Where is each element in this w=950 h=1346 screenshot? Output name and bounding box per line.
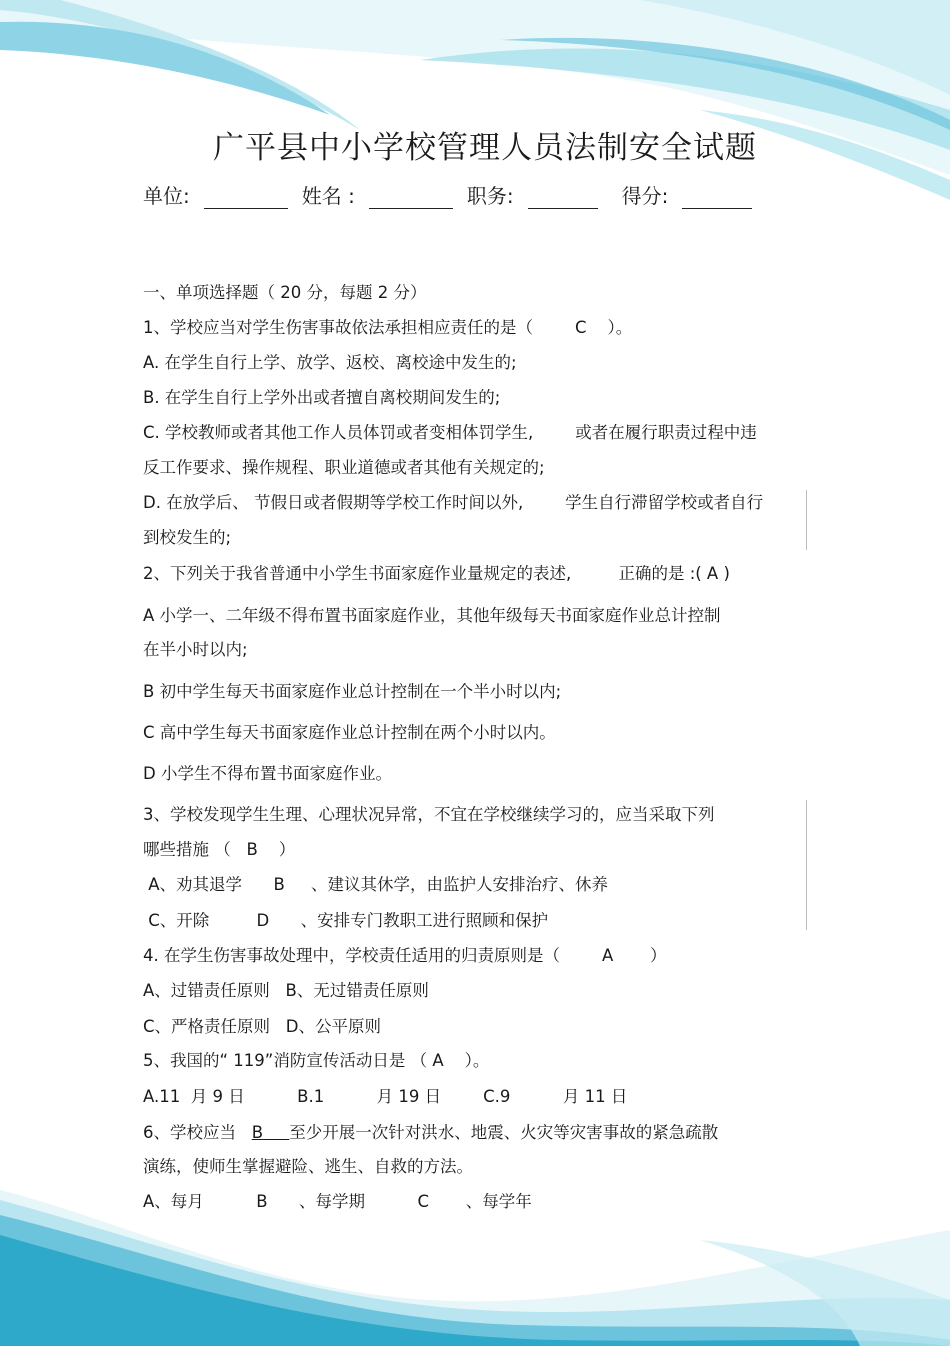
q4-options-cd: C、严格责任原则 D、公平原则	[143, 1017, 381, 1036]
q6-options: A、每月 B 、每学期 C 、每学年	[143, 1192, 532, 1211]
score-field[interactable]	[682, 184, 752, 209]
section-heading: 一、单项选择题（ 20 分，每题 2 分）	[143, 283, 427, 302]
page-title: 广平县中小学校管理人员法制安全试题	[213, 130, 757, 166]
q6-stem-line1	[143, 1122, 718, 1144]
q5-options: A.11 月 9 日 B.1 月 19 日 C.9 月 11 日	[143, 1087, 628, 1106]
q6-answer-underline	[263, 1123, 289, 1142]
scan-edge-line	[806, 490, 807, 550]
unit-field[interactable]	[204, 184, 288, 209]
q1-option-a: A. 在学生自行上学、放学、返校、离校途中发生的;	[143, 353, 517, 372]
q1-option-c-line1: C. 学校教师或者其他工作人员体罚或者变相体罚学生, 或者在履行职责过程中违	[143, 423, 757, 442]
q2-stem: 2、下列关于我省普通中小学生书面家庭作业量规定的表述, 正确的是 :( A )	[143, 564, 730, 583]
q6-stem-post: 至少开展一次针对洪水、地震、火灾等灾害事故的紧急疏散	[289, 1123, 719, 1142]
name-label: 姓名 :	[301, 184, 355, 208]
q3-options-ab: A、劝其退学 B 、建议其休学，由监护人安排治疗、休养	[143, 875, 609, 894]
q2-option-b: B 初中学生每天书面家庭作业总计控制在一个半小时以内;	[143, 682, 562, 701]
info-row	[143, 180, 766, 209]
q4-stem: 4. 在学生伤害事故处理中，学校责任适用的归责原则是（ A ）	[143, 946, 667, 965]
q2-option-a-line1: A 小学一、二年级不得布置书面家庭作业，其他年级每天书面家庭作业总计控制	[143, 606, 721, 625]
q6-stem-pre: 6、学校应当	[143, 1123, 252, 1142]
position-label: 职务:	[466, 184, 514, 208]
q2-option-d: D 小学生不得布置书面家庭作业。	[143, 764, 392, 783]
q1-stem: 1、学校应当对学生伤害事故依法承担相应责任的是（ C ）。	[143, 318, 633, 337]
q3-stem-line2: 哪些措施 （ B ）	[143, 840, 296, 859]
q2-option-a-line2: 在半小时以内;	[143, 640, 248, 659]
q3-stem-line1: 3、学校发现学生生理、心理状况异常，不宜在学校继续学习的，应当采取下列	[143, 805, 715, 824]
q1-option-d-line2: 到校发生的;	[143, 528, 232, 547]
q1-option-d-line1: D. 在放学后、 节假日或者假期等学校工作时间以外, 学生自行滞留学校或者自行	[143, 493, 764, 512]
q2-option-c: C 高中学生每天书面家庭作业总计控制在两个小时以内。	[143, 723, 556, 742]
q1-option-b: B. 在学生自行上学外出或者擅自离校期间发生的;	[143, 388, 501, 407]
q3-options-cd: C、开除 D 、安排专门教职工进行照顾和保护	[143, 911, 549, 930]
q1-option-c-line2: 反工作要求、操作规程、职业道德或者其他有关规定的;	[143, 458, 545, 477]
q6-answer: B	[251, 1123, 264, 1142]
q5-stem: 5、我国的“ 119”消防宣传活动日是 （ A ）。	[143, 1051, 490, 1070]
q4-options-ab: A、过错责任原则 B、无过错责任原则	[143, 981, 429, 1000]
scan-edge-line	[806, 800, 807, 930]
q6-stem-line2: 演练，使师生掌握避险、逃生、自救的方法。	[143, 1157, 473, 1176]
position-field[interactable]	[528, 184, 598, 209]
unit-label: 单位:	[143, 184, 190, 208]
score-label: 得分:	[621, 184, 669, 208]
name-field[interactable]	[369, 184, 453, 209]
